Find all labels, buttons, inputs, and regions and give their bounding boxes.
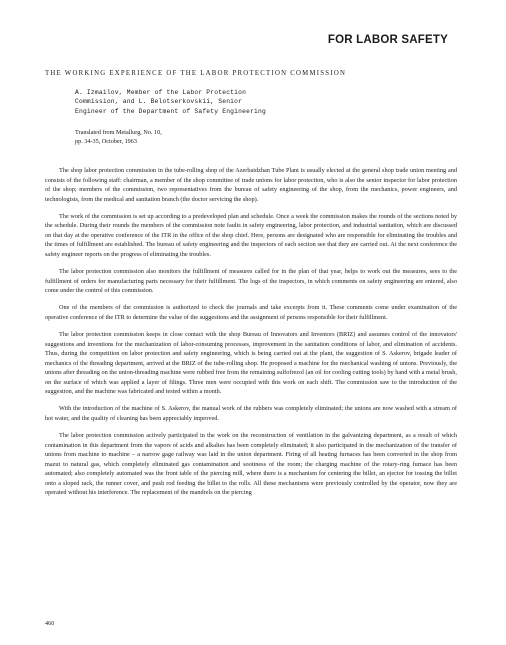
translation-line: pp. 34-35, October, 1963 xyxy=(75,138,137,146)
author-line: A. Izmailov, Member of the Labor Protection xyxy=(75,89,247,96)
translation-line: Translated from Metallurg, No. 10, xyxy=(75,129,162,136)
body-paragraph: The work of the commission is set up according to a predeveloped plan and schedule. Once a week the commission makes the rounds of the sections noted by the schedule. During their rounds the members of the commission note faults in safety engineering, labor protection, and industrial sanitation, which are discussed on that day at the operative conference of the ITR in the office of the shop chief. Here, persons are designated who are responsible for eliminating the troubles and the times of fulfillment are established. The bureau of safety engineering and the inspectors of each section see that they are carried out. At the next conference the safety engineer reports on the progress of eliminating the troubles. xyxy=(45,212,457,258)
body-paragraph: The shop labor protection commission in the tube-rolling shop of the Azerbaidzhan Tube Plant is usually elected at the general shop trade union meeting and consists of the following staff: chairman, a member of the shop committee of trade unions for labor protection, who is also the senior inspector for labor protection of the shop; members of the commission, two representatives from the bureau of safety engineering of the shop, from the mechanics, power engineers, and technologists, from the medical and sanitation branch (the doctor servicing the shop). xyxy=(45,167,457,203)
body-paragraph: The labor protection commission also monitors the fulfillment of measures called for in the plan of that year, helps to work out the measures, sees to the fulfillment of orders for manufacturing parts necessary for their fulfillment. The logs of the inspectors, in which comments on safety engineering are entered, also come under the control of this commission. xyxy=(45,268,457,295)
page-number: 460 xyxy=(45,620,55,627)
author-line: Engineer of the Department of Safety Engineering xyxy=(75,107,266,115)
body-paragraph: The labor protection commission actively participated in the work on the reconstruction of ventilation in the galvanizing department, as a result of which contamination in this department from the vapors of acids and alkalies has been completely eliminated; it also participated in the mechanization of the transfer of unions from machine to machine – a narrow gage railway was laid in the union department. Firing of all heating furnaces has been converted in the shop from mazut to natural gas, which completely eliminated gas contamination and sootiness of the room; the charging machine of the rotary-ring furnace has been automated; also completely automated was the front table of the piercing mill, where there is a mechanism for centering the billet, an ejector for tossing the billet onto a sloped rack, the runner cover, and push rod feeding the billet to the rolls. All these mechanisms were previously controlled by the operator, now they are operated without his interference. The replacement of the mandrels on the piercing xyxy=(45,432,457,497)
body-paragraph: With the introduction of the machine of S. Askerov, the manual work of the rubbers was completely eliminated; the unions are now washed with a stream of hot water, and the quality of cleaning has been appreciably improved. xyxy=(45,405,457,422)
body-paragraph: The labor protection commission keeps in close contact with the shop Bureau of Innovators and Inventors (BRIZ) and assumes control of the innovators' suggestions and inventions for the mechanization of labor-consuming processes, improvement in the sanitation conditions of labor, and elimination of accidents. Thus, during the competition on labor protection and safety engineering, which is being carried out at the plant, the suggestion of S. Askerov, brigade leader of mechanics of the threading department, arrived at the BRIZ of the tube-rolling shop. He proposed a machine for the mechanical washing of unions. Previously, the unions after threading on the union-threading machine were rubbed free from the remaining sulfofrezol (an oil for cooling cutting tools) by hand with a metal brush, on the surface of which was applied a layer of filings. Three men were occupied with this work on each shift. The commission saw to the introduction of the suggestion, and the machine was fabricated and tested within a month. xyxy=(45,331,457,396)
section-header: FOR LABOR SAFETY xyxy=(327,34,448,46)
author-line: Commission, and L. Belotserkovskii, Senior xyxy=(75,98,243,106)
author-block xyxy=(75,88,266,116)
article-body xyxy=(45,166,457,506)
translation-note xyxy=(75,128,162,147)
body-paragraph: One of the members of the commission is authorized to check the journals and take excerpts from it. These comments come under examination of the operative conference of the ITR to determine the value of the suggestions and the assignment of persons responsible for their fulfillment. xyxy=(45,304,457,321)
article-title: THE WORKING EXPERIENCE OF THE LABOR PROTECTION COMMISSION xyxy=(45,70,347,77)
